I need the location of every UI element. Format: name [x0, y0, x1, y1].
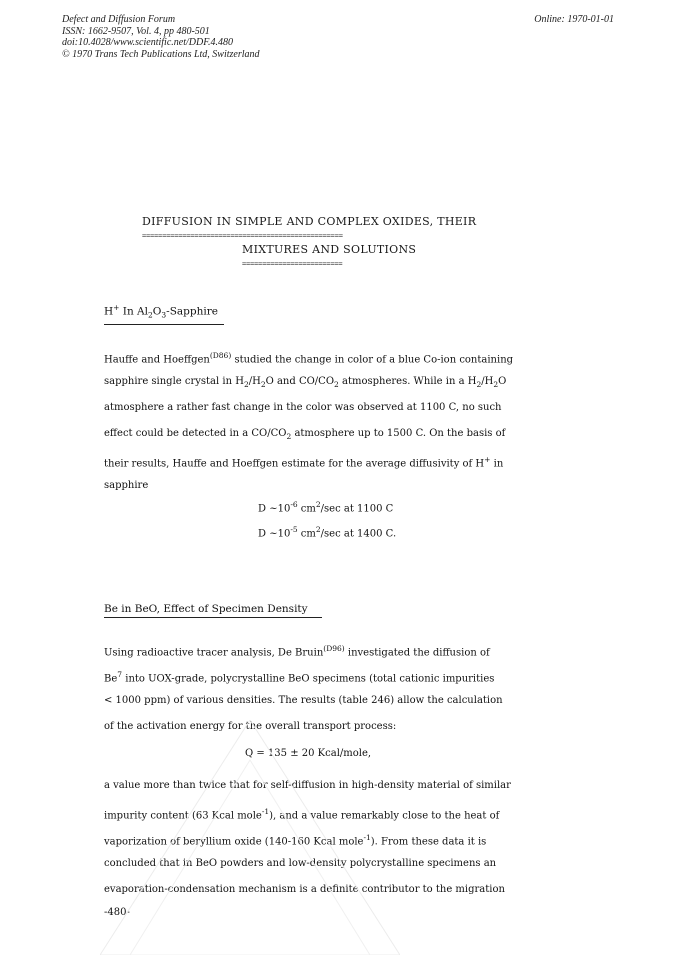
text-line: Using radioactive tracer analysis, De Bruin$^{(D96)}$ investigated the diffusion of: [104, 644, 490, 659]
title-line-1: DIFFUSION IN SIMPLE AND COMPLEX OXIDES, THEIR: [142, 215, 477, 228]
watermark-triangle: [100, 720, 400, 955]
text-line: their results, Hauffe and Hoeffgen estimate for the average diffusivity of H+ in: [104, 455, 504, 470]
title-underline-1: ==================================================: [142, 232, 343, 240]
formula-diffusivity-1100: D $\sim 10^{-6}$ $cm^2/\sec$ at 1100 C: [258, 500, 394, 515]
section-heading-underline: [104, 324, 224, 325]
doi-line: doi:10.4028/www.scientific.net/DDF.4.480: [62, 37, 234, 48]
text-line: effect could be detected in a $CO/CO_2$ atmosphere up to 1500 C. On the basis of: [104, 428, 506, 441]
issn-line: ISSN: 1662-9507, Vol. 4, pp 480-501: [62, 25, 210, 37]
online-date: Online: 1970-01-01: [534, 14, 614, 25]
text-line: of the activation energy for the overall transport process:: [104, 721, 397, 732]
copyright-line: © 1970 Trans Tech Publications Ltd, Switzerland: [62, 48, 260, 60]
page-number: -480-: [104, 907, 130, 918]
formula-activation-energy: Q = 135 ± 20 Kcal/mole,: [245, 748, 372, 759]
section-heading-h-in-sapphire: H+ In $Al_2O_3$-Sapphire: [104, 303, 218, 320]
text-line: evaporation-condensation mechanism is a definite contributor to the migration: [104, 884, 505, 895]
text-line: a value more than twice that for self-diffusion in high-density material of similar: [104, 780, 511, 791]
text-line: vaporization of beryllium oxide (140-160 Kcal mole$^{-1}$). From these data it is: [104, 833, 487, 848]
text-line: Hauffe and Hoeffgen$^{(D86)}$ studied the change in color of a blue Co-ion containing: [104, 351, 514, 366]
section-heading-be-in-beo: Be in BeO, Effect of Specimen Density: [104, 603, 308, 615]
text-line: sapphire: [104, 480, 149, 491]
text-line: impurity content (63 Kcal mole$^{-1}$), and a value remarkably close to the heat of: [104, 807, 500, 822]
formula-diffusivity-1400: D $\sim 10^{-5}$ $cm^2/\sec$ at 1400 C.: [258, 525, 397, 540]
section-heading-underline: [104, 617, 322, 618]
journal-header: [62, 14, 260, 60]
journal-name: Defect and Diffusion Forum: [62, 14, 176, 25]
section1-paragraph: [104, 343, 513, 499]
text-line: Be$^7$ into UOX-grade, polycrystalline BeO specimens (total cationic impurities: [104, 670, 495, 685]
title-underline-2: =========================: [242, 260, 343, 268]
text-line: < 1000 ppm) of various densities. The results (table 246) allow the calculation: [104, 695, 503, 706]
text-line: atmosphere a rather fast change in the color was observed at 1100 C, no such: [104, 402, 502, 413]
title-line-2: MIXTURES AND SOLUTIONS: [242, 243, 417, 256]
text-line: concluded that in BeO powders and low-density polycrystalline specimens an: [104, 858, 497, 869]
text-line: sapphire single crystal in $H_2/H_2O$ and $CO/CO_2$ atmospheres. While in a $H_2/H_2O$: [104, 376, 507, 389]
